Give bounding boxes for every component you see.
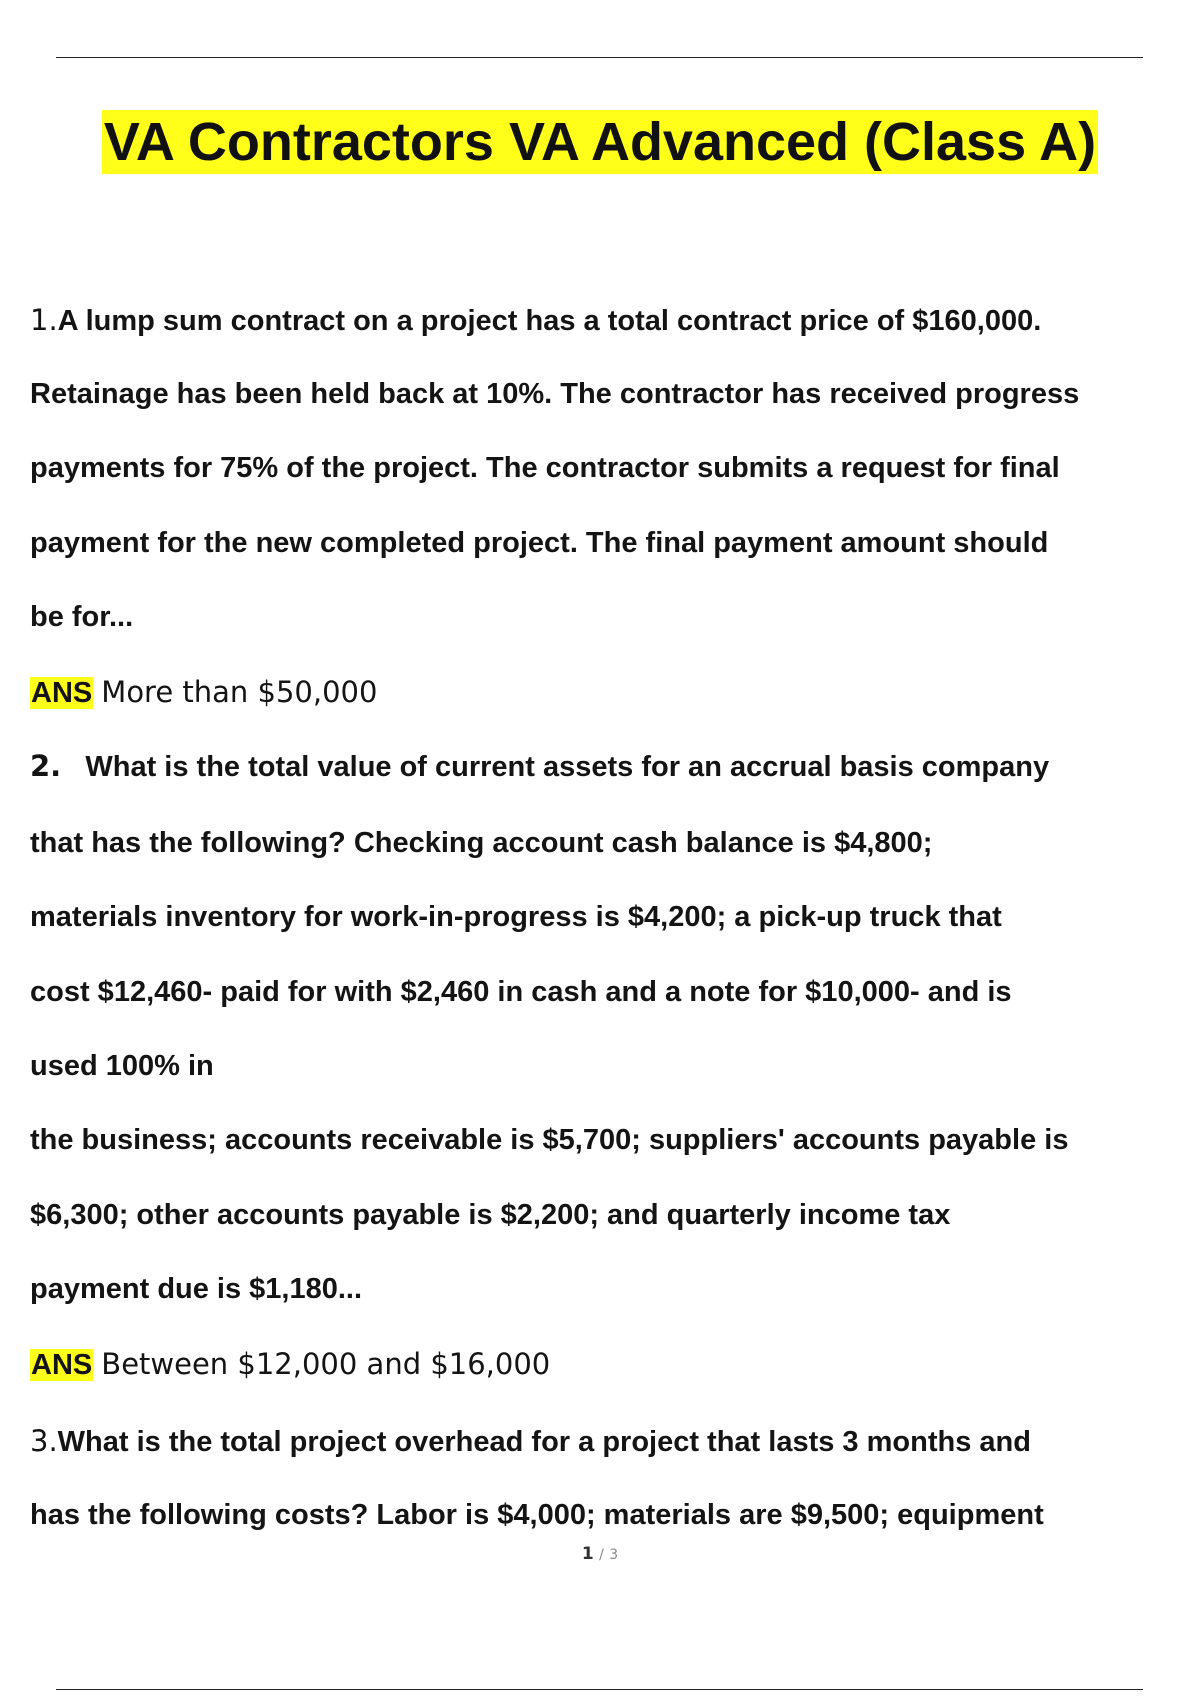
question-3-line-1 <box>30 1423 1031 1460</box>
question-1-line-5: be for... <box>30 601 134 633</box>
bottom-rule <box>56 1689 1143 1690</box>
answer-text: More than $50,000 <box>101 675 378 709</box>
question-number: 1. <box>30 303 58 337</box>
page-total: 3 <box>609 1547 619 1563</box>
page-counter <box>0 1544 1200 1564</box>
question-3-line-2: has the following costs? Labor is $4,000; materials are $9,500; equipment <box>30 1499 1044 1531</box>
question-1-line-3: payments for 75% of the project. The contractor submits a request for final <box>30 452 1060 484</box>
answer-label: ANS <box>31 1349 93 1381</box>
question-number: 2. <box>30 749 62 783</box>
answer-2 <box>30 1346 550 1383</box>
question-1-line-2: Retainage has been held back at 10%. The contractor has received progress <box>30 378 1080 410</box>
title-container <box>0 110 1200 174</box>
question-2-line-3: materials inventory for work-in-progress is $4,200; a pick-up truck that <box>30 901 1002 933</box>
question-2-line-5: used 100% in <box>30 1050 214 1082</box>
question-text: What is the total value of current assets for an accrual basis company <box>85 751 1050 783</box>
question-1-line-1 <box>30 302 1041 339</box>
question-2-line-8: payment due is $1,180... <box>30 1273 363 1305</box>
document-title: VA Contractors VA Advanced (Class A) <box>103 112 1097 172</box>
page-separator: / <box>599 1547 604 1563</box>
question-2-line-7: $6,300; other accounts payable is $2,200; and quarterly income tax <box>30 1199 951 1231</box>
question-2-line-6: the business; accounts receivable is $5,700; suppliers' accounts payable is <box>30 1124 1069 1156</box>
question-text: What is the total project overhead for a project that lasts 3 months and <box>57 1426 1031 1458</box>
question-1-line-4: payment for the new completed project. The final payment amount should <box>30 527 1049 559</box>
answer-1 <box>30 674 377 711</box>
top-rule <box>56 57 1143 58</box>
answer-label: ANS <box>31 677 93 709</box>
question-text: A lump sum contract on a project has a total contract price of $160,000. <box>57 305 1042 337</box>
page-current: 1 <box>581 1544 594 1564</box>
answer-text: Between $12,000 and $16,000 <box>101 1347 551 1381</box>
question-2-line-1 <box>30 748 1049 785</box>
question-2-line-2: that has the following? Checking account cash balance is $4,800; <box>30 827 933 859</box>
question-number: 3. <box>30 1424 58 1458</box>
question-2-line-4: cost $12,460- paid for with $2,460 in cash and a note for $10,000- and is <box>30 976 1012 1008</box>
